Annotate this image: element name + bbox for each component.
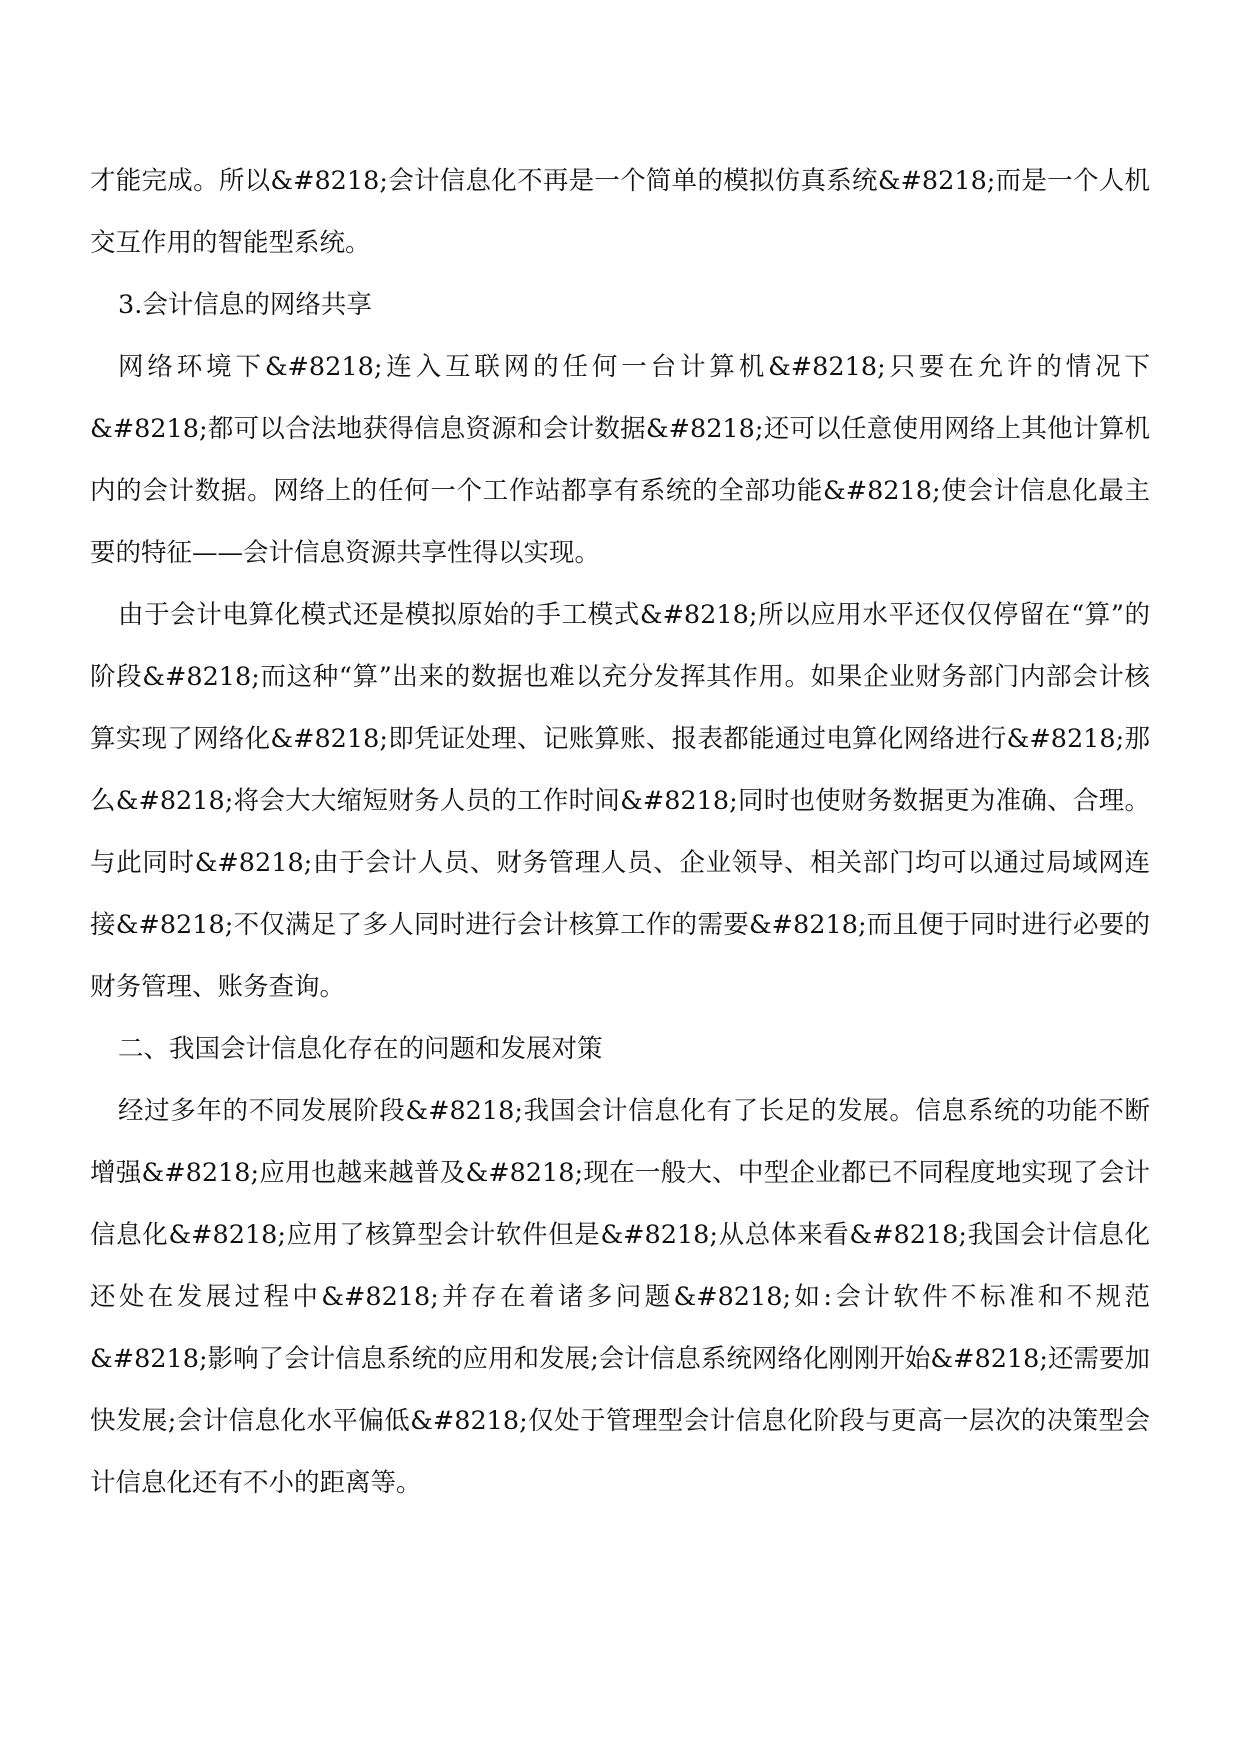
paragraph-computerized-accounting: 由于会计电算化模式还是模拟原始的手工模式&#8218;所以应用水平还仅仅停留在“算”的阶段&#8218;而这种“算”出来的数据也难以充分发挥其作用。如果企业财务部门内部会计核算实现了网络化&#8218;即凭证处理、记账算账、报表都能通过电算化网络进行&#8218;那么&#8218;将会大大缩短财务人员的工作时间&#8218;同时也使财务数据更为准确、合理。与此同时&#8218;由于会计人员、财务管理人员、企业领导、相关部门均可以通过局域网连接&#8218;不仅满足了多人同时进行会计核算工作的需要&#8218;而且便于同时进行必要的财务管理、账务查询。 [90,600,1150,1002]
paragraph-continuation: 才能完成。所以&#8218;会计信息化不再是一个简单的模拟仿真系统&#8218;而是一个人机交互作用的智能型系统。 [90,166,1150,258]
section-heading-network-sharing: 3.会计信息的网络共享 [118,290,372,320]
section-heading-problems: 二、我国会计信息化存在的问题和发展对策 [118,1034,603,1064]
paragraph-network-environment: 网络环境下&#8218;连入互联网的任何一台计算机&#8218;只要在允许的情况下&#8218;都可以合法地获得信息资源和会计数据&#8218;还可以任意使用网络上其他计算机内的会计数据。网络上的任何一个工作站都享有系统的全部功能&#8218;使会计信息化最主要的特征——会计信息资源共享性得以实现。 [90,352,1150,568]
paragraph-development-stages: 经过多年的不同发展阶段&#8218;我国会计信息化有了长足的发展。信息系统的功能不断增强&#8218;应用也越来越普及&#8218;现在一般大、中型企业都已不同程度地实现了会计信息化&#8218;应用了核算型会计软件但是&#8218;从总体来看&#8218;我国会计信息化还处在发展过程中&#8218;并存在着诸多问题&#8218;如:会计软件不标准和不规范&#8218;影响了会计信息系统的应用和发展;会计信息系统网络化刚刚开始&#8218;还需要加快发展;会计信息化水平偏低&#8218;仅处于管理型会计信息化阶段与更高一层次的决策型会计信息化还有不小的距离等。 [90,1096,1150,1498]
document-page [90,150,1150,1514]
